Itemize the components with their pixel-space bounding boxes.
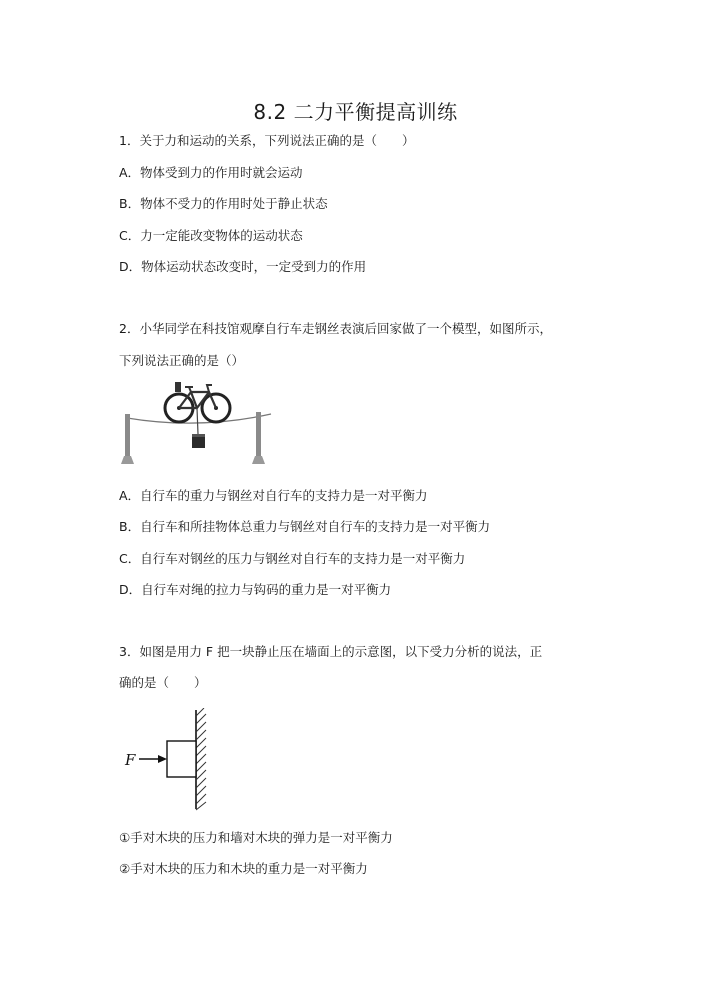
- q1-option-b: B．物体不受力的作用时处于静止状态: [119, 196, 328, 211]
- q2-option-a: A．自行车的重力与钢丝对自行车的支持力是一对平衡力: [119, 488, 428, 503]
- q1-option-c: C．力一定能改变物体的运动状态: [119, 228, 303, 243]
- q3-stem-line2: 确的是（ ）: [119, 675, 207, 690]
- q1-stem: 1．关于力和运动的关系，下列说法正确的是（ ）: [119, 133, 415, 148]
- force-label: F: [125, 751, 136, 769]
- q2-option-b: B．自行车和所挂物体总重力与钢丝对自行车的支持力是一对平衡力: [119, 519, 491, 534]
- q2-stem-line1: 2．小华同学在科技馆观摩自行车走钢丝表演后回家做了一个模型，如图所示，: [119, 321, 552, 336]
- q2-stem-line2: 下列说法正确的是（）: [119, 353, 245, 368]
- q3-statement-2: ②手对木块的压力和木块的重力是一对平衡力: [119, 861, 368, 876]
- q2-option-d: D．自行车对绳的拉力与钩码的重力是一对平衡力: [119, 582, 392, 597]
- q3-stem-line1: 3．如图是用力 F 把一块静止压在墙面上的示意图，以下受力分析的说法，正: [119, 644, 543, 659]
- q3-statement-1: ①手对木块的压力和墙对木块的弹力是一对平衡力: [119, 830, 393, 845]
- q1-option-a: A．物体受到力的作用时就会运动: [119, 165, 303, 180]
- q2-option-c: C．自行车对钢丝的压力与钢丝对自行车的支持力是一对平衡力: [119, 551, 466, 566]
- bicycle-tightrope-figure: [119, 378, 279, 468]
- q1-option-d: D．物体运动状态改变时，一定受到力的作用: [119, 259, 367, 274]
- wall-block-force-figure: [119, 708, 219, 812]
- page-title: 8.2 二力平衡提高训练: [253, 100, 458, 124]
